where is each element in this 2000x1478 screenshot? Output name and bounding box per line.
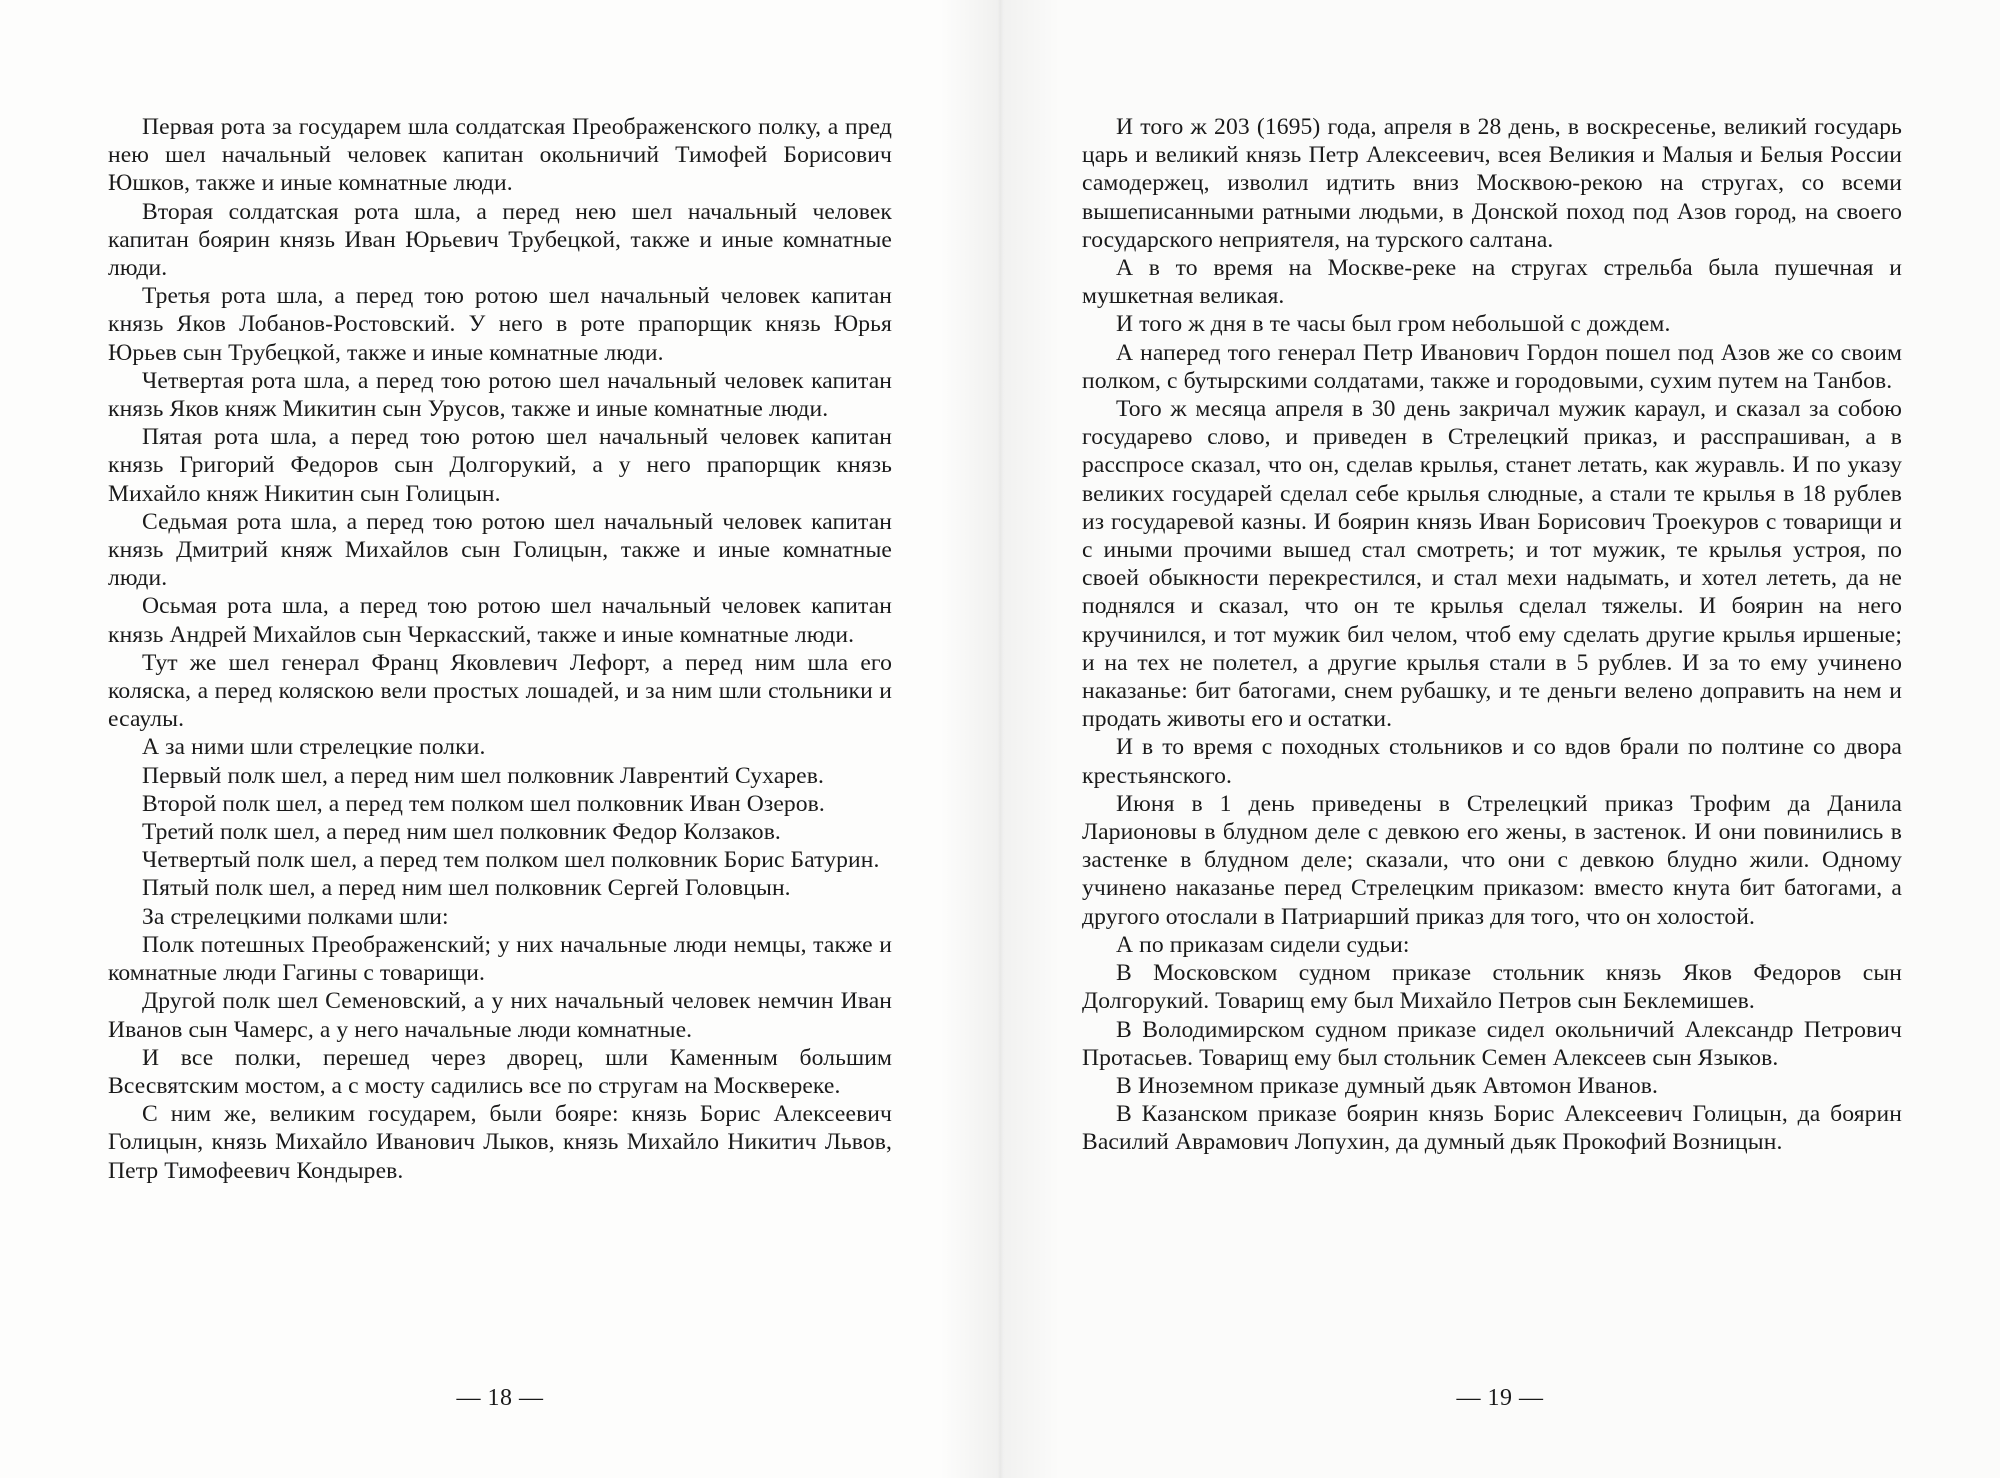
paragraph: Второй полк шел, а перед тем полком шел полковник Иван Озеров. (142, 790, 825, 817)
paragraph: А наперед того генерал Петр Иванович Гордон пошел под Азов же со своим полком, с бутырскими солдатами, также и городовыми, сухим путем на Танбов. (1082, 339, 1902, 394)
paragraph: И все полки, перешед через дворец, шли Каменным большим Всесвятским мостом, а с мосту садились все по стругам на Москвереке. (108, 1044, 892, 1099)
paragraph: С ним же, великим государем, были бояре: князь Борис Алексеевич Голицын, князь Михайло Иванович Лыков, князь Михайло Никитич Львов, Петр Тимофеевич Кондырев. (108, 1101, 892, 1184)
paragraph: Четвертая рота шла, а перед тою ротою шел начальный человек капитан князь Яков княж Микитин сын Урусов, также и иные комнатные люди. (108, 367, 892, 423)
paragraph: Третий полк шел, а перед ним шел полковник Федор Колзаков. (142, 819, 781, 846)
page-number: — 18 — (456, 1385, 544, 1411)
paragraph: Четвертый полк шел, а перед тем полком шел полковник Борис Батурин. (142, 847, 880, 874)
right-page (1000, 0, 2000, 1478)
paragraph: Седьмая рота шла, а перед тою ротою шел начальный человек капитан князь Дмитрий княж Михайлов сын Голицын, также и иные комнатные люди. (108, 508, 892, 592)
paragraph: Того ж месяца апреля в 30 день закричал мужик караул, и сказал за собою государево слово, и приведен в Стрелецкий приказ, и расспрашиван, а в расспросе сказал, что он, сделав крылья, станет летать, как журавль. И по указу великих государей сделал себе крылья слюдные, а стали те крылья в 18 рублев из государевой казны. И боярин князь Иван Борисович Троекуров с товарищи и с иными прочими вышед стал смотреть; и тот мужик, те крылья устроя, по своей обыкности перекрестился, и стал мехи надымать, и хотел лететь, да не поднялся и сказал, что он те крылья сделал тяжелы. И боярин на него кручинился, и тот мужик бил челом, чтоб ему сделать другие крылья иршеные; и на тех не полетел, а другие крылья стали в 5 рублев. И за то ему учинено наказанье: бит батогами, снем рубашку, и те деньги велено доправить на нем и продать животы его и остатки. (1082, 396, 1902, 733)
left-page-text (108, 113, 892, 1185)
paragraph: Пятая рота шла, а перед тою ротою шел начальный человек капитан князь Григорий Федоров сын Долгорукий, а у него прапорщик князь Михайло княж Никитин сын Голицын. (108, 424, 892, 507)
paragraph: В Московском судном приказе стольник князь Яков Федоров сын Долгорукий. Товарищ ему был Михайло Петров сын Беклемишев. (1082, 960, 1902, 1015)
paragraph: Вторая солдатская рота шла, а перед нею шел начальный человек капитан боярин князь Иван Юрьевич Трубецкой, также и иные комнатные люди. (108, 198, 892, 282)
paragraph: И того ж дня в те часы был гром небольшой с дождем. (1116, 311, 1671, 338)
page-number: — 19 — (1456, 1385, 1544, 1411)
paragraph: А по приказам сидели судьи: (1116, 931, 1410, 958)
paragraph: А за ними шли стрелецкие полки. (142, 734, 486, 761)
paragraph: И того ж 203 (1695) года, апреля в 28 день, в воскресенье, великий государь царь и великий князь Петр Алексеевич, всея Великия и Малыя и Белыя России самодержец, изволил идтить вниз Москвою-рекою на стругах, со всеми вышеписанными ратными людьми, в Донской поход под Азов город, на своего государского неприятеля, на турского салтана. (1082, 114, 1902, 253)
paragraph: Первый полк шел, а перед ним шел полковник Лаврентий Сухарев. (142, 762, 824, 789)
paragraph: В Володимирском судном приказе сидел окольничий Александр Петрович Протасьев. Товарищ ему был стольник Семен Алексеев сын Языков. (1082, 1016, 1902, 1071)
paragraph: Пятый полк шел, а перед ним шел полковник Сергей Головцын. (142, 875, 791, 902)
paragraph: Третья рота шла, а перед тою ротою шел начальный человек капитан князь Яков Лобанов-Ростовский. У него в роте прапорщик князь Юрья Юрьев сын Трубецкой, также и иные комнатные люди. (108, 283, 892, 366)
paragraph: Первая рота за государем шла солдатская Преображенского полку, а пред нею шел начальный человек капитан окольничий Тимофей Борисович Юшков, также и иные комнатные люди. (108, 114, 892, 197)
paragraph: В Иноземном приказе думный дьяк Автомон Иванов. (1116, 1072, 1659, 1099)
right-page-text (1082, 113, 1902, 1157)
paragraph: Полк потешных Преображенский; у них начальные люди немцы, также и комнатные люди Гагины с товарищи. (108, 931, 892, 987)
paragraph: Другой полк шел Семеновский, а у них начальный человек немчин Иван Иванов сын Чамерс, а у него начальные люди комнатные. (108, 988, 892, 1043)
paragraph: Июня в 1 день приведены в Стрелецкий приказ Трофим да Данила Ларионовы в блудном деле с девкою его жены, в застенок. И они повинились в застенке в блудном деле; сказали, что они с девкою блудно жили. Одному учинено наказанье перед Стрелецким приказом: вместо кнута бит батогами, а другого отослали в Патриарший приказ для того, что он холостой. (1082, 790, 1902, 930)
paragraph: А в то время на Москве-реке на стругах стрельба была пушечная и мушкетная великая. (1082, 255, 1902, 310)
paragraph: За стрелецкими полками шли: (142, 903, 449, 930)
paragraph: В Казанском приказе боярин князь Борис Алексеевич Голицын, да боярин Василий Аврамович Лопухин, да думный дьяк Прокофий Возницын. (1082, 1101, 1902, 1156)
paragraph: И в то время с походных стольников и со вдов брали по полтине со двора крестьянского. (1082, 734, 1902, 789)
paragraph: Осьмая рота шла, а перед тою ротою шел начальный человек капитан князь Андрей Михайлов сын Черкасский, также и иные комнатные люди. (108, 593, 892, 648)
paragraph: Тут же шел генерал Франц Яковлевич Лефорт, а перед ним шла его коляска, а перед коляскою вели простых лошадей, и за ним шли стольники и есаулы. (108, 649, 892, 733)
